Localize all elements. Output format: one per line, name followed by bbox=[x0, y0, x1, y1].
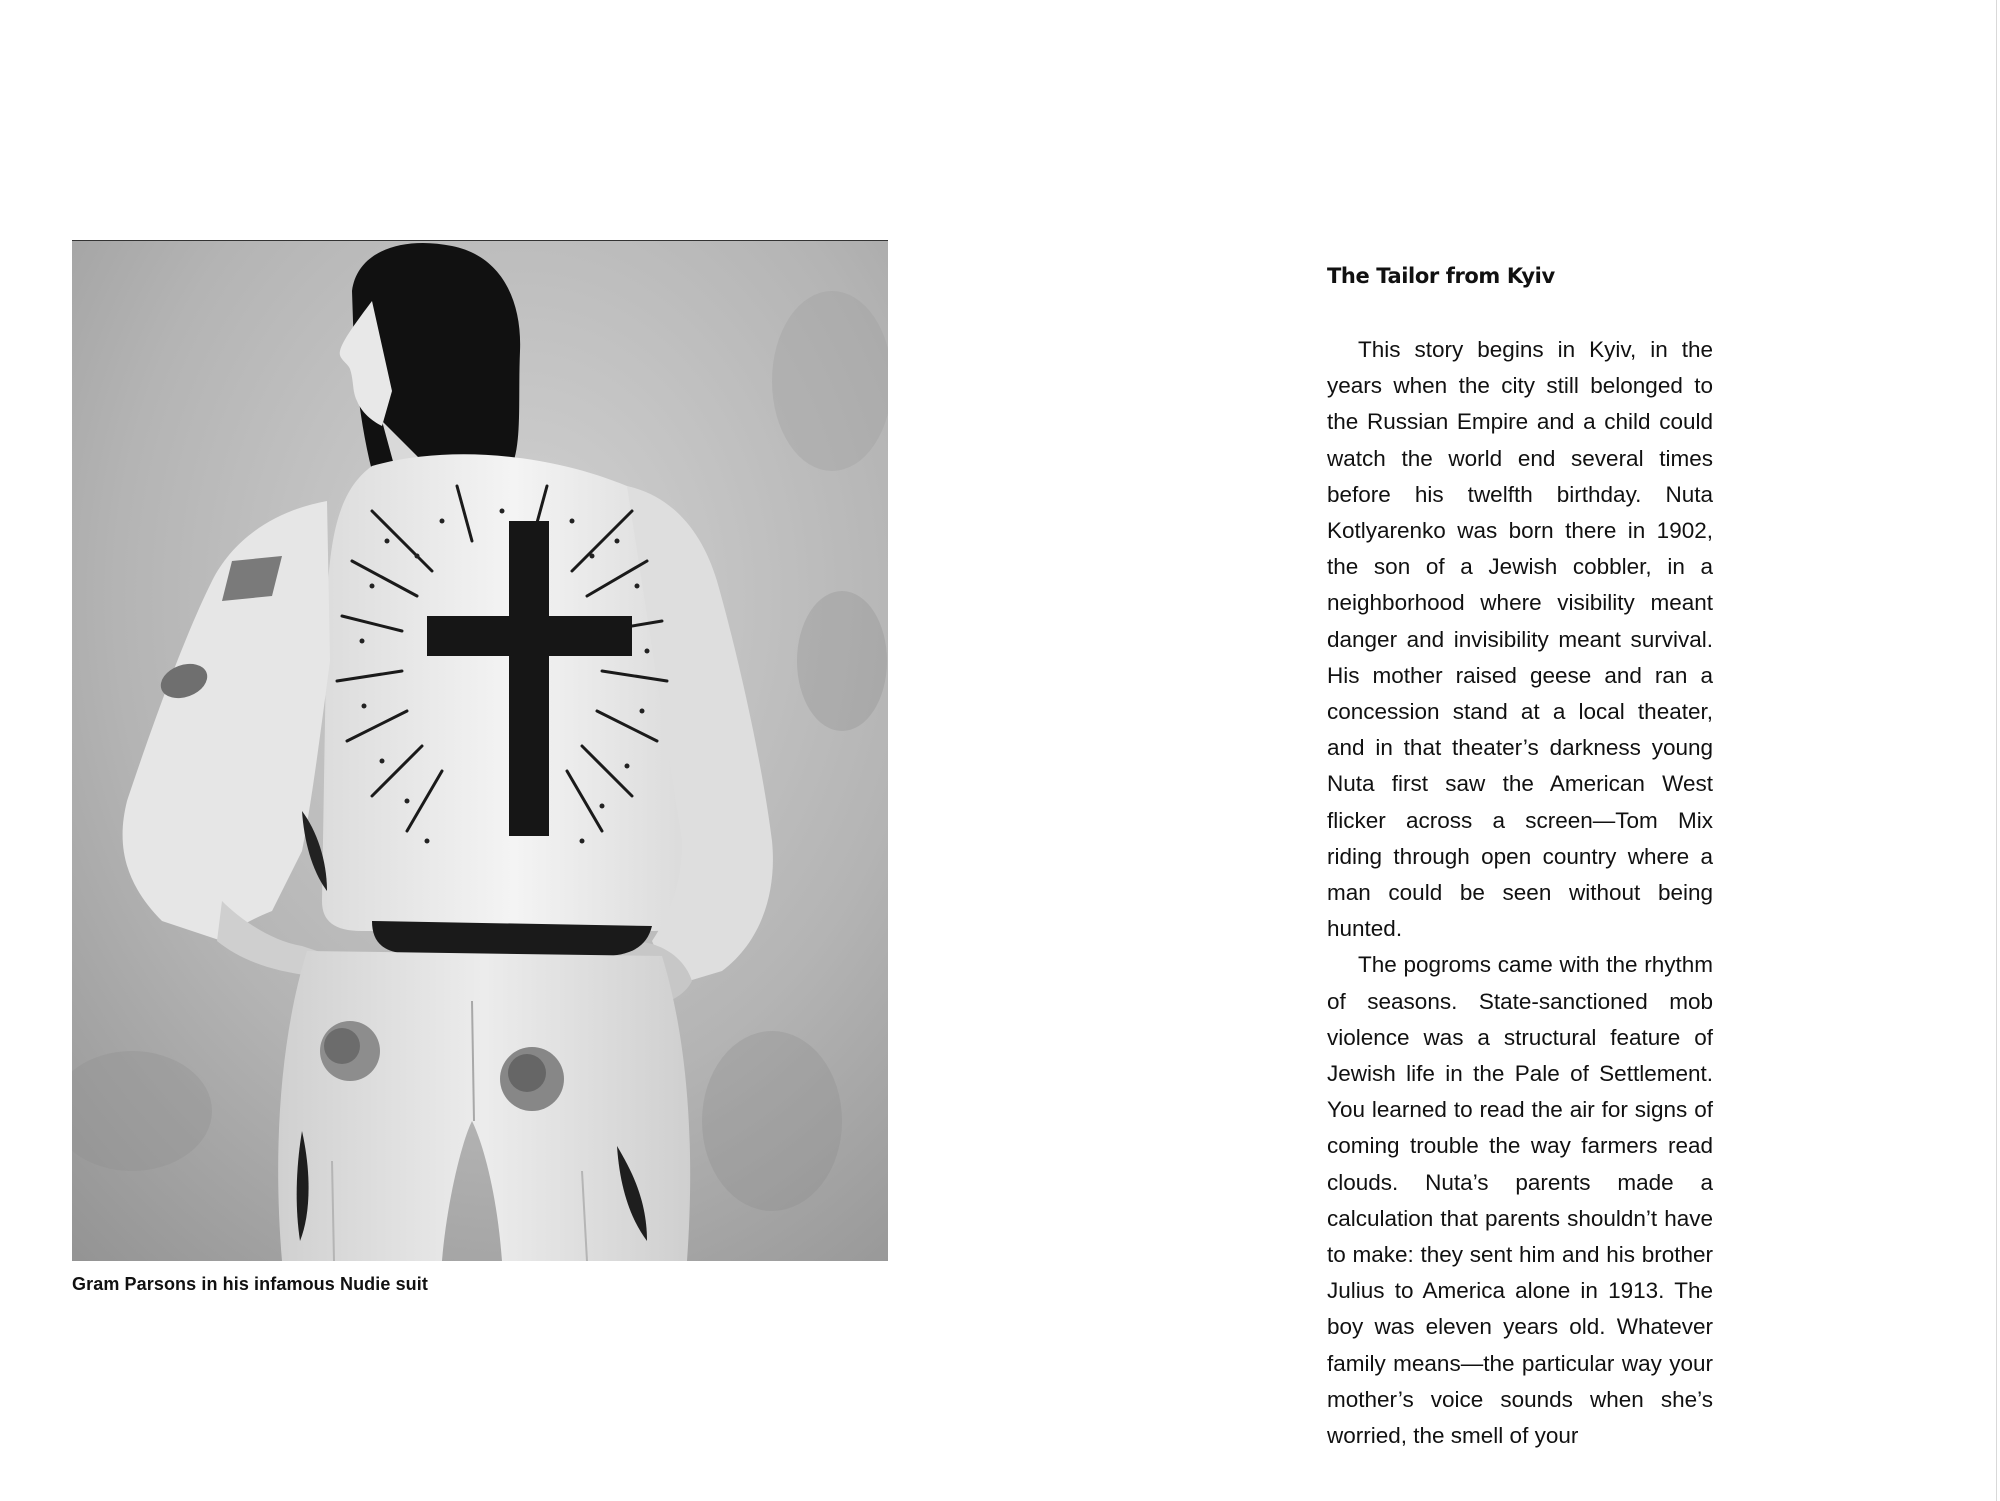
article-paragraph: The pogroms came with the rhythm of seasons. State-sanctioned mob violence was a structural feature of Jewish life in the Pale of Settlement. You learned to read the air for signs of coming trouble the way farmers read clouds. Nuta’s parents made a calculation that parents shouldn’t have to make: they sent him and his brother Julius to America alone in 1913. The boy was eleven years old. Whatever family means—the particular way your mother’s voice sounds when she’s worried, the smell of your bbox=[1327, 952, 1713, 1449]
article-paragraph: This story begins in Kyiv, in the years when the city still belonged to the Russian Empire and a child could watch the world end several times before his twelfth birthday. Nuta Kotlyarenko was born there in 1902, the son of a Jewish cobbler, in a neighborhood where visibility meant danger and invisibility meant survival. His mother raised geese and ran a concession stand at a local theater, and in that theater’s darkness young Nuta first saw the American West flicker across a screen—Tom Mix riding through open country where a man could be seen without being hunted. bbox=[1327, 337, 1713, 942]
photo-illustration bbox=[72, 241, 888, 1261]
article-body bbox=[1327, 332, 1713, 1454]
article-heading: The Tailor from Kyiv bbox=[1327, 264, 1555, 288]
nudie-suit-photo bbox=[72, 240, 888, 1261]
page-edge-rule bbox=[1996, 0, 1997, 1501]
photo-caption: Gram Parsons in his infamous Nudie suit bbox=[72, 1274, 428, 1294]
